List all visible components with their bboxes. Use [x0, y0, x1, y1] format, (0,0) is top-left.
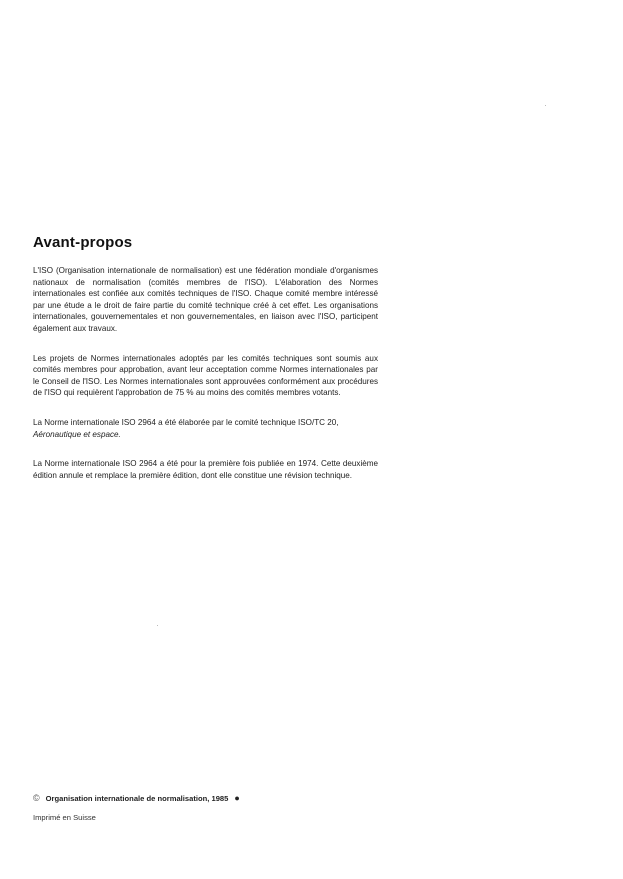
copyright-icon: ©	[33, 793, 40, 803]
foreword-heading: Avant-propos	[33, 234, 133, 251]
committee-title: Aéronautique et espace.	[33, 429, 121, 439]
paragraph-edition-history: La Norme internationale ISO 2964 a été pour la première fois publiée en 1974. Cette deuxième édition annule et remplace la première édition, dont elle constitue une révision technique.	[33, 459, 378, 480]
paragraph-iso-description: L'ISO (Organisation internationale de normalisation) est une fédération mondiale d'organismes nationaux de normalisation (comités membres de l'ISO). L'élaboration des Normes internationales est confiée aux comités techniques de l'ISO. Chaque comité membre intéressé par une étude a le droit de faire partie du comité technique créé à cet effet. Les organisations internationales, gouvernementales et non gouvernementales, en liaison avec l'ISO, participent également aux travaux.	[33, 266, 378, 333]
copyright-line	[33, 793, 240, 803]
paragraph-approval-process: Les projets de Normes internationales adoptés par les comités techniques sont soumis aux comités membres pour approbation, avant leur acceptation comme Normes internationales par le Conseil de l'ISO. Les Normes internationales sont approuvées conformément aux procédures de l'ISO qui requièrent l'approbation de 75 % au moins des comités membres votants.	[33, 353, 378, 398]
scan-speck	[157, 625, 158, 626]
copyright-organization: Organisation internationale de normalisation, 1985	[45, 794, 229, 803]
printed-in-line: Imprimé en Suisse	[33, 813, 96, 822]
bullet-icon: ●	[234, 793, 240, 803]
scan-speck	[545, 105, 546, 106]
paragraph-technical-committee	[33, 417, 378, 440]
foreword-body	[33, 265, 378, 499]
committee-text: La Norme internationale ISO 2964 a été élaborée par le comité technique ISO/TC 20,	[33, 417, 339, 427]
